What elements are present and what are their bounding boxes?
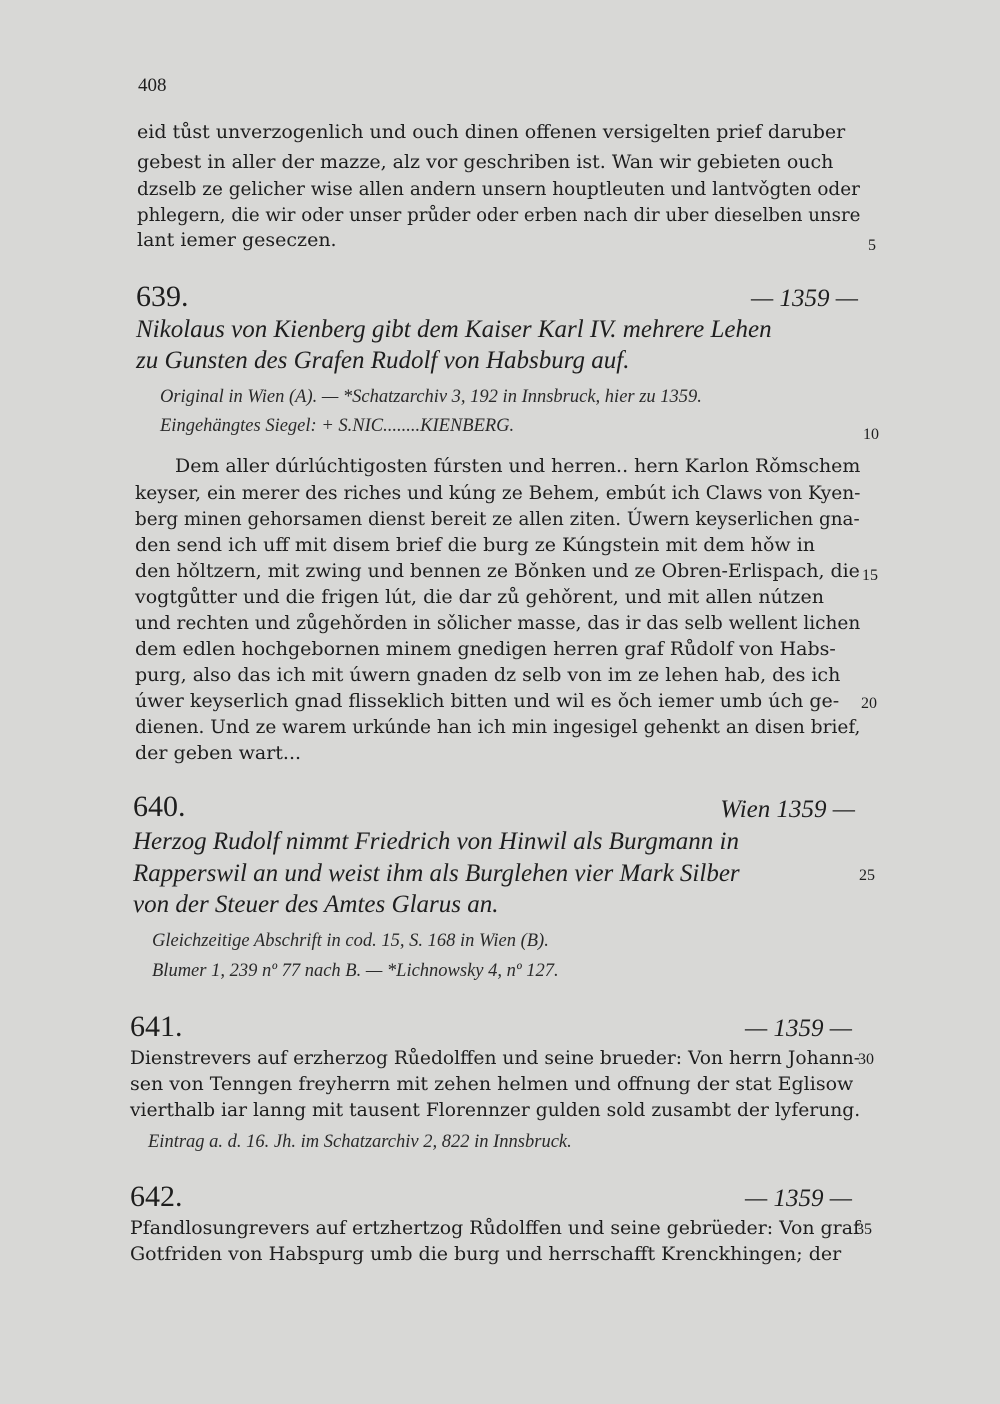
text-line: Dienstrevers auf erzherzog Růedolffen und seine brueder: Von herrn Johann- (130, 1047, 861, 1069)
entry-heading-line: Nikolaus von Kienberg gibt dem Kaiser Karl IV. mehrere Lehen (136, 316, 772, 343)
text-line: purg, also das ich mit úwern gnaden dz selb von im ze lehen hab, des ich (135, 664, 841, 686)
margin-line-number: 5 (868, 237, 876, 254)
text-line: den hǒltzern, mit zwing und bennen ze Bǒnken und ze Obren-Erlispach, die (135, 560, 860, 582)
text-line: vierthalb iar lanng mit tausent Florennzer gulden sold zusambt der lyferung. (130, 1099, 861, 1121)
text-line: úwer keyserlich gnad flisseklich bitten und wil es ǒch iemer umb úch ge- (135, 690, 840, 712)
entry-heading-line: Herzog Rudolf nimmt Friedrich von Hinwil als Burgmann in (133, 828, 739, 855)
entry-source-line: Original in Wien (A). — *Schatzarchiv 3, 192 in Innsbruck, hier zu 1359. (160, 387, 702, 407)
text-line: dienen. Und ze warem urkúnde han ich min ingesigel gehenkt an disen brief, (135, 716, 861, 738)
entry-source-line: Eintrag a. d. 16. Jh. im Schatzarchiv 2, 822 in Innsbruck. (148, 1132, 572, 1152)
text-line: dzselb ze gelicher wise allen andern unsern houptleuten und lantvǒgten oder (137, 178, 860, 200)
text-line: lant iemer geseczen. (137, 229, 337, 251)
text-line: dem edlen hochgebornen minem gnedigen herren graf Růdolf von Habs- (135, 638, 836, 660)
entry-number: 641. (130, 1010, 183, 1043)
entry-heading-line: von der Steuer des Amtes Glarus an. (133, 891, 499, 918)
entry-number: 640. (133, 790, 186, 823)
entry-number: 642. (130, 1180, 183, 1213)
text-line: gebest in aller der mazze, alz vor geschriben ist. Wan wir gebieten ouch (137, 151, 834, 173)
margin-line-number: 15 (862, 567, 878, 584)
page-number: 408 (138, 75, 167, 96)
entry-source-line: Eingehängtes Siegel: + S.NIC........KIENBERG. (160, 416, 515, 436)
text-line: Dem aller dúrlúchtigosten fúrsten und herren.. hern Karlon Rǒmschem (175, 455, 861, 477)
text-line: sen von Tenngen freyherrn mit zehen helmen und offnung der stat Eglisow (130, 1073, 854, 1095)
entry-date: Wien 1359 — (720, 796, 855, 823)
entry-heading-line: zu Gunsten des Grafen Rudolf von Habsburg auf. (136, 347, 630, 374)
entry-date: — 1359 — (745, 1185, 852, 1212)
margin-line-number: 30 (858, 1051, 874, 1068)
entry-date: — 1359 — (751, 285, 858, 312)
text-line: phlegern, die wir oder unser průder oder erben nach dir uber dieselben unsre (137, 204, 861, 226)
entry-source-line: Blumer 1, 239 nº 77 nach B. — *Lichnowsky 4, nº 127. (152, 961, 559, 981)
text-line: und rechten und zůgehǒrden in sǒlicher masse, das ir das selb wellent lichen (135, 612, 861, 634)
text-line: berg minen gehorsamen dienst bereit ze allen ziten. Úwern keyserlichen gna- (135, 508, 860, 530)
text-line: Gotfriden von Habspurg umb die burg und herrschafft Krenckhingen; der (130, 1243, 842, 1265)
entry-source-line: Gleichzeitige Abschrift in cod. 15, S. 168 in Wien (B). (152, 931, 549, 951)
margin-line-number: 20 (861, 695, 877, 712)
text-line: der geben wart... (135, 742, 302, 764)
margin-line-number: 25 (859, 867, 875, 884)
text-line: vogtgůtter und die frigen lút, die dar zů gehǒrent, und mit allen nútzen (135, 586, 824, 608)
entry-date: — 1359 — (745, 1015, 852, 1042)
text-line: eid tůst unverzogenlich und ouch dinen offenen versigelten prief daruber (137, 121, 846, 143)
entry-heading-line: Rapperswil an und weist ihm als Burglehen vier Mark Silber (133, 860, 740, 887)
text-line: keyser, ein merer des riches und kúng ze Behem, embút ich Claws von Kyen- (135, 482, 861, 504)
margin-line-number: 35 (856, 1221, 872, 1238)
margin-line-number: 10 (863, 426, 879, 443)
entry-number: 639. (136, 280, 189, 313)
text-line: den send ich uff mit disem brief die burg ze Kúngstein mit dem hǒw in (135, 534, 816, 556)
text-line: Pfandlosungrevers auf ertzhertzog Růdolffen und seine gebrüeder: Von graf (130, 1217, 860, 1239)
